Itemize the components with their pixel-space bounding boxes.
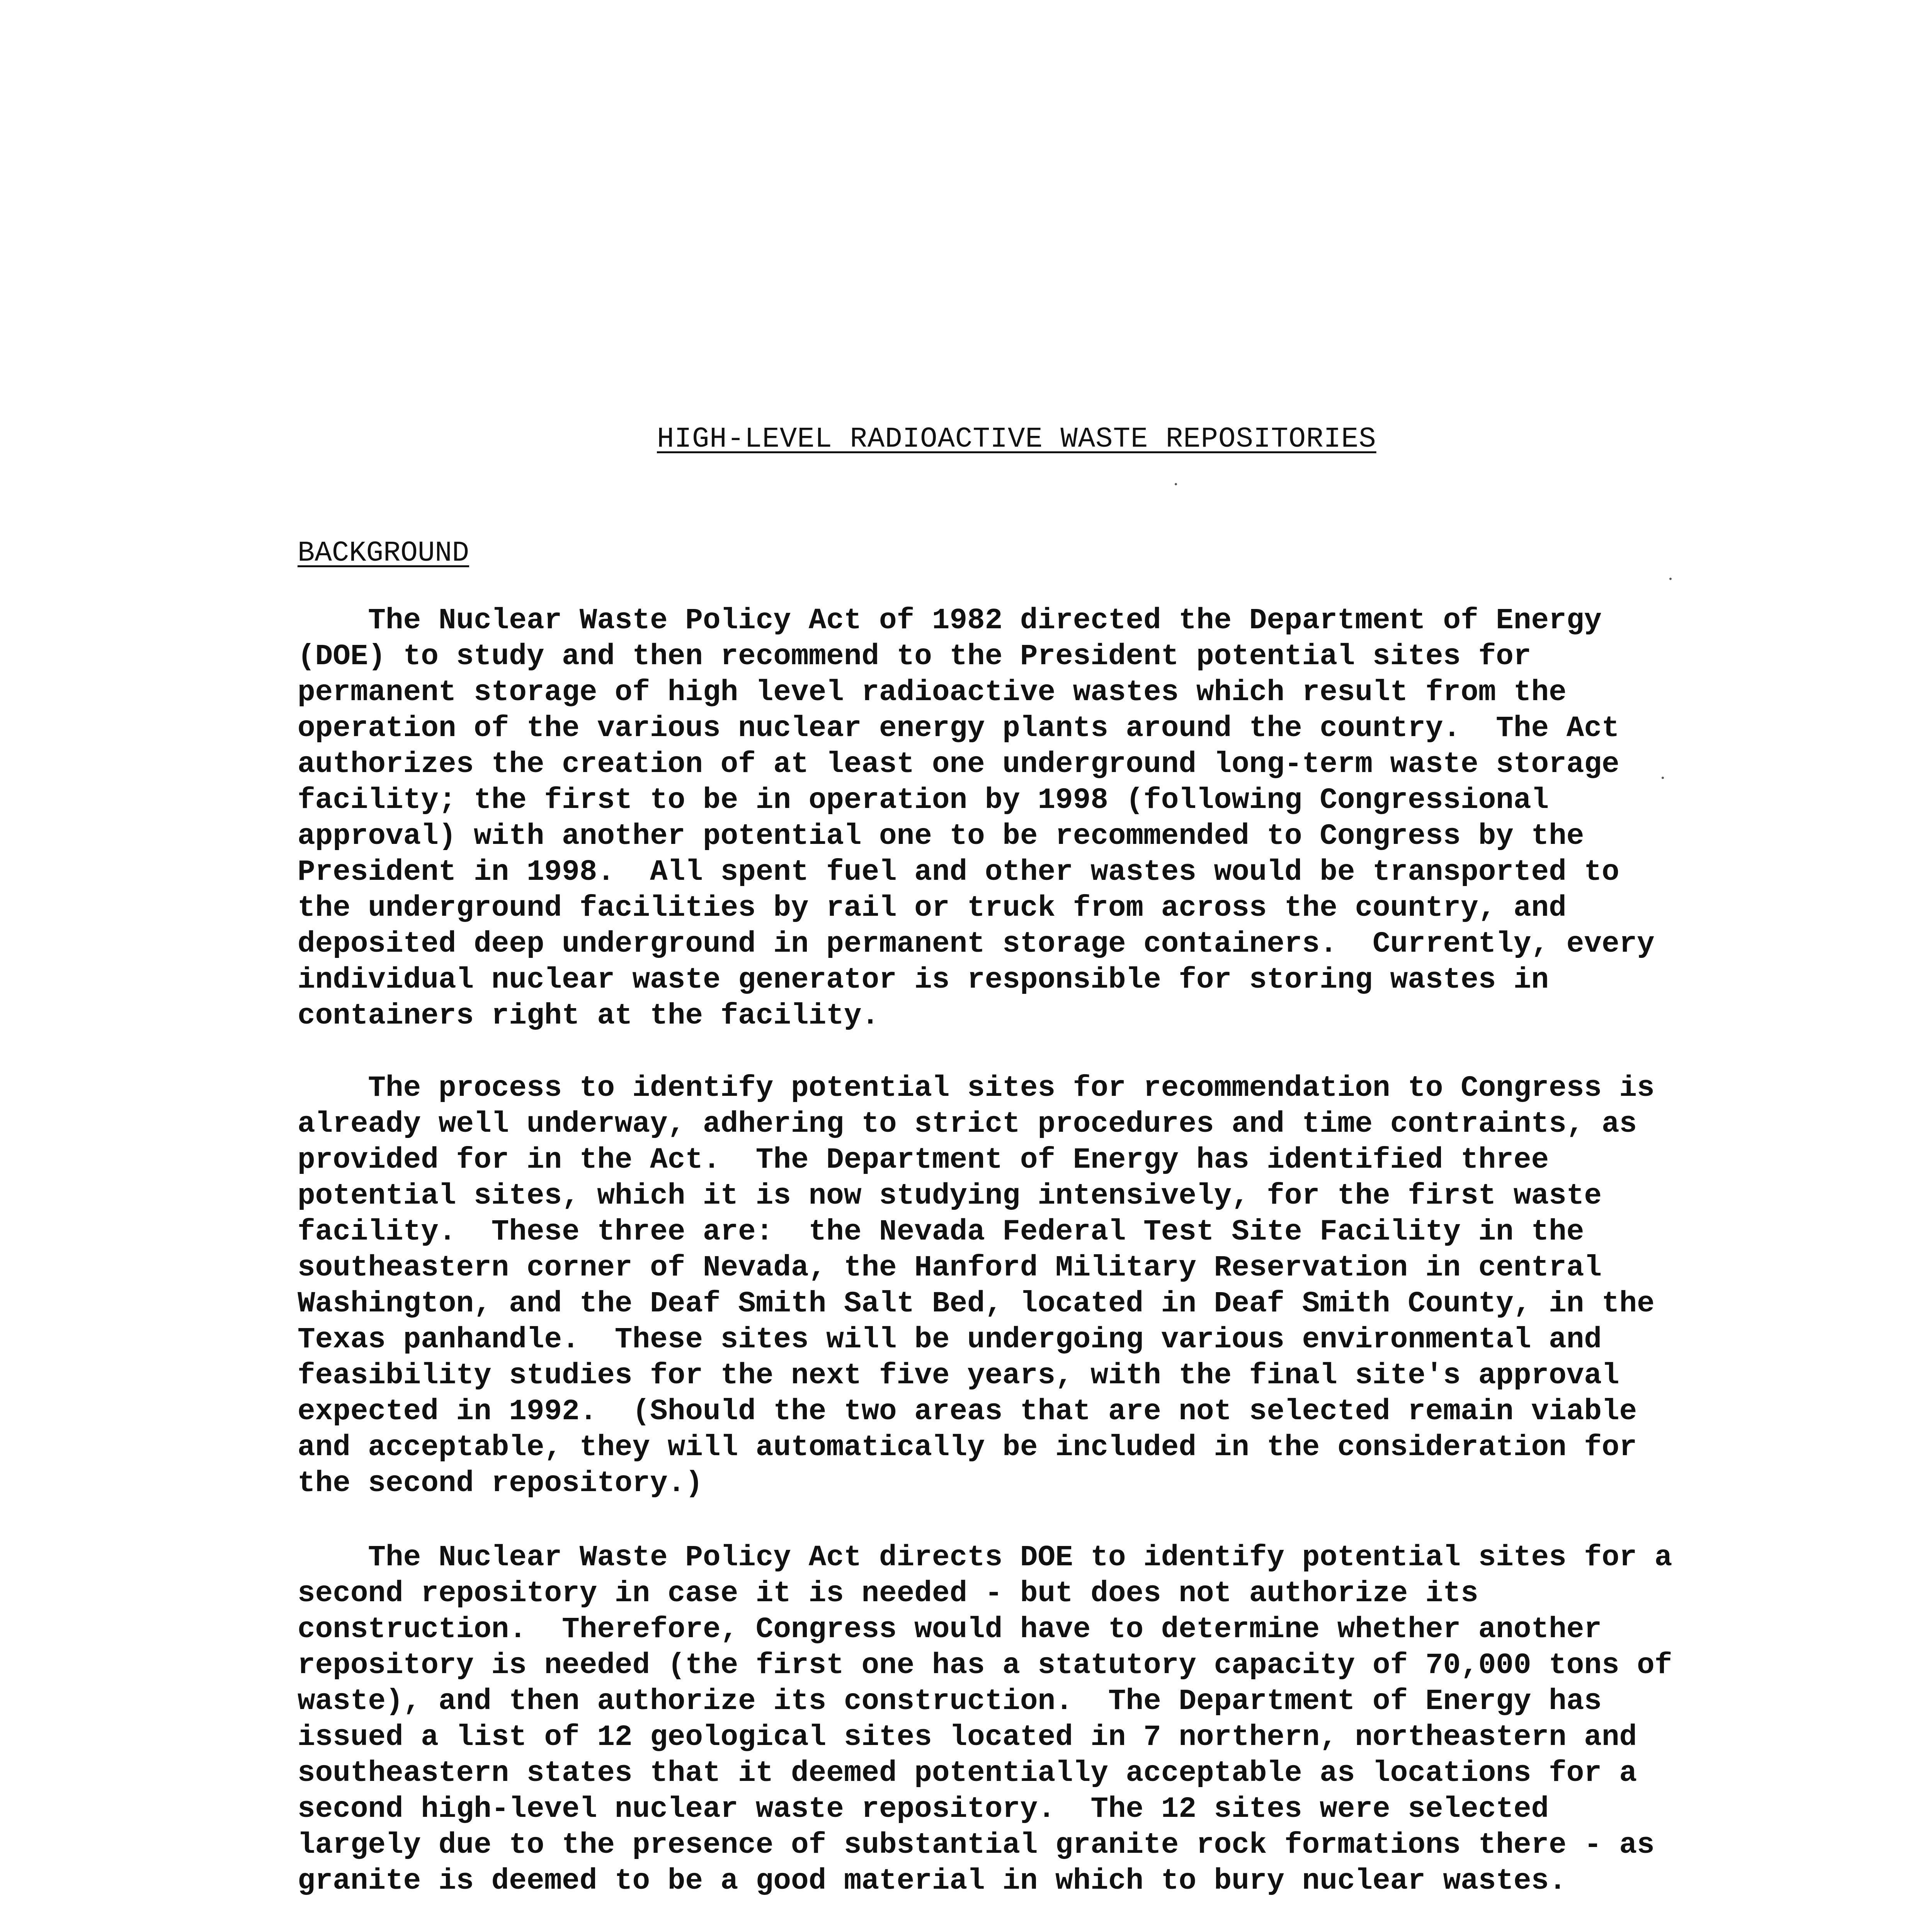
section-heading-background: BACKGROUND [298, 537, 469, 570]
paragraph-line: expected in 1992. (Should the two areas that are not selected remain viable [298, 1395, 1637, 1428]
paragraph-line: waste), and then authorize its construction. The Department of Energy has [298, 1685, 1602, 1718]
paragraph-line: Texas panhandle. These sites will be undergoing various environmental and [298, 1323, 1602, 1356]
paragraph-line: repository is needed (the first one has a statutory capacity of 70,000 tons of [298, 1649, 1672, 1682]
paragraph-line: granite is deemed to be a good material in which to bury nuclear wastes. [298, 1864, 1567, 1898]
paragraph-line: approval) with another potential one to be recommended to Congress by the [298, 820, 1584, 853]
paragraph-line: The Nuclear Waste Policy Act of 1982 directed the Department of Energy [298, 604, 1602, 637]
paragraph-line: second repository in case it is needed - but does not authorize its [298, 1577, 1478, 1610]
paragraph-line: provided for in the Act. The Department of Energy has identified three [298, 1143, 1549, 1177]
paragraph-line: already well underway, adhering to strict procedures and time contraints, as [298, 1107, 1637, 1141]
paragraph-line: second high-level nuclear waste repository. The 12 sites were selected [298, 1793, 1549, 1826]
paragraph-line: Washington, and the Deaf Smith Salt Bed, located in Deaf Smith County, in the [298, 1287, 1655, 1320]
document-title: HIGH-LEVEL RADIOACTIVE WASTE REPOSITORIES [657, 423, 1376, 456]
paragraph-line: (DOE) to study and then recommend to the President potential sites for [298, 640, 1531, 673]
paragraph-line: President in 1998. All spent fuel and other wastes would be transported to [298, 855, 1619, 889]
paragraph-line: facility; the first to be in operation by 1998 (following Congressional [298, 784, 1549, 817]
paragraph [298, 1540, 1781, 1899]
paragraph-line: permanent storage of high level radioactive wastes which result from the [298, 676, 1567, 709]
paragraph-line: and acceptable, they will automatically be included in the consideration for [298, 1431, 1637, 1464]
paragraph-line: individual nuclear waste generator is responsible for storing wastes in [298, 963, 1549, 997]
paragraph-line: The process to identify potential sites for recommendation to Congress is [298, 1071, 1655, 1105]
scan-speck [1662, 777, 1664, 779]
paragraph-line: The Nuclear Waste Policy Act directs DOE to identify potential sites for a [298, 1541, 1672, 1574]
paragraph-line: issued a list of 12 geological sites located in 7 northern, northeastern and [298, 1721, 1637, 1754]
paragraph-line: southeastern corner of Nevada, the Hanford Military Reservation in central [298, 1251, 1602, 1284]
paragraph-line: containers right at the facility. [298, 999, 879, 1032]
scan-speck [1175, 483, 1177, 485]
paragraph-line: the second repository.) [298, 1467, 703, 1500]
paragraph-line: deposited deep underground in permanent storage containers. Currently, every [298, 927, 1655, 961]
paragraph-line: operation of the various nuclear energy plants around the country. The Act [298, 712, 1619, 745]
paragraph [298, 1070, 1781, 1502]
paragraph-line: construction. Therefore, Congress would have to determine whether another [298, 1613, 1602, 1646]
paragraph-line: largely due to the presence of substantial granite rock formations there - as [298, 1828, 1655, 1862]
scan-speck [1669, 578, 1672, 580]
paragraph-line: southeastern states that it deemed potentially acceptable as locations for a [298, 1757, 1637, 1790]
paragraph-line: the underground facilities by rail or truck from across the country, and [298, 891, 1567, 925]
paragraph-line: authorizes the creation of at least one underground long-term waste storage [298, 748, 1619, 781]
paragraph-line: potential sites, which it is now studying intensively, for the first waste [298, 1179, 1602, 1213]
paragraph-line: facility. These three are: the Nevada Federal Test Site Facility in the [298, 1215, 1584, 1248]
paragraph-line: feasibility studies for the next five years, with the final site's approval [298, 1359, 1619, 1392]
paragraph [298, 603, 1781, 1034]
